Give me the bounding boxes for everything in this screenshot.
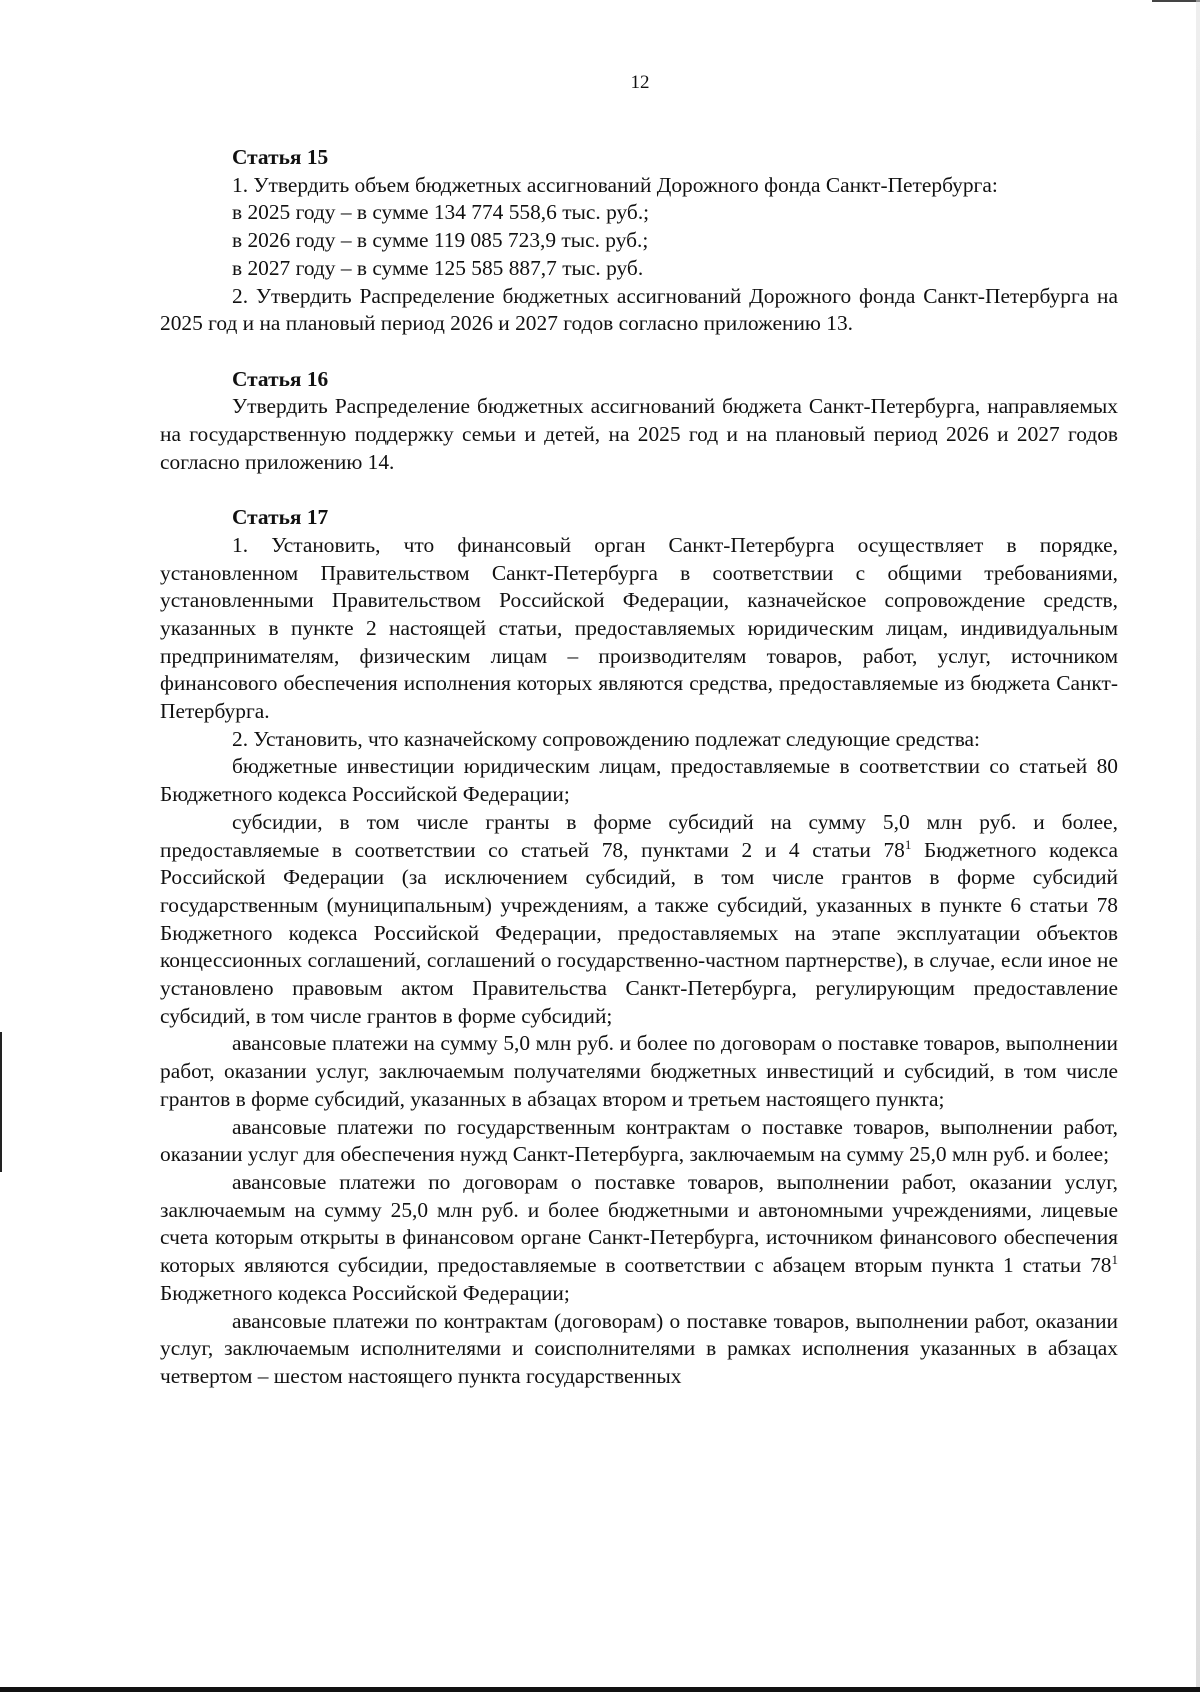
- article-16: [160, 366, 1118, 477]
- article-17: [160, 504, 1118, 1391]
- scan-edge-bottom: [0, 1687, 1200, 1692]
- article-15: [160, 144, 1118, 338]
- paragraph: 1. Установить, что финансовый орган Санкт-Петербурга осуществляет в порядке, установленном Правительством Санкт-Петербурга в соответствии с общими требованиями, установленными Правительством Российской Федерации, казначейское сопровождение средств, указанных в пункте 2 настоящей статьи, предоставляемых юридическим лицам, индивидуальным предпринимателям, физическим лицам – производителям товаров, работ, услуг, источником финансового обеспечения исполнения которых являются средства, предоставляемые из бюджета Санкт-Петербурга.: [160, 532, 1118, 724]
- paragraph: 2. Утвердить Распределение бюджетных ассигнований Дорожного фонда Санкт-Петербурга на 2025 год и на плановый период 2026 и 2027 годов согласно приложению 13.: [160, 283, 1118, 336]
- paragraph: бюджетные инвестиции юридическим лицам, предоставляемые в соответствии со статьей 80 Бюджетного кодекса Российской Федерации;: [160, 754, 1118, 807]
- document-body: [160, 144, 1118, 1418]
- superscript: 1: [1111, 1251, 1118, 1267]
- text-run: Бюджетного кодекса Российской Федерации;: [160, 1280, 570, 1305]
- scan-edge-left: [0, 1032, 2, 1172]
- amount-line: в 2025 году – в сумме 134 774 558,6 тыс. руб.;: [232, 200, 650, 225]
- amount-line: в 2026 году – в сумме 119 085 723,9 тыс. руб.;: [232, 228, 649, 253]
- amount-line: в 2027 году – в сумме 125 585 887,7 тыс. руб.: [232, 255, 644, 280]
- paragraph: 1. Утвердить объем бюджетных ассигнований Дорожного фонда Санкт-Петербурга:: [232, 172, 998, 197]
- article-heading: Статья 16: [232, 366, 329, 391]
- scan-edge-top: [1152, 0, 1200, 2]
- paragraph: авансовые платежи по контрактам (договорам) о поставке товаров, выполнении работ, оказании услуг, заключаемым исполнителями и соисполнителями в рамках исполнения указанных в абзацах четвертом – шестом настоящего пункта государственных: [160, 1308, 1118, 1388]
- superscript: 1: [904, 836, 912, 852]
- page-number: 12: [630, 72, 650, 93]
- article-heading: Статья 17: [232, 505, 329, 530]
- scan-edge-right: [1196, 0, 1200, 1692]
- article-heading: Статья 15: [232, 145, 329, 169]
- text-run: субсидии, в том числе гранты в форме субсидий на сумму 5,0 млн руб. и более, предоставляемые в соответствии со статьей 78, пунктами 2 и 4 статьи 78: [160, 809, 1118, 862]
- paragraph: авансовые платежи по государственным контрактам о поставке товаров, выполнении работ, оказании услуг для обеспечения нужд Санкт-Петербурга, заключаемым на сумму 25,0 млн руб. и более;: [160, 1114, 1118, 1167]
- text-run: авансовые платежи по договорам о поставке товаров, выполнении работ, оказании услуг, заключаемым на сумму 25,0 млн руб. и более бюджетными и автономными учреждениями, лицевые счета которым открыты в финансовом органе Санкт-Петербурга, источником финансового обеспечения которых являются субсидии, предоставляемые в соответствии с абзацем вторым пункта 1 статьи 78: [160, 1169, 1118, 1278]
- paragraph: [160, 1169, 1118, 1308]
- paragraph: авансовые платежи на сумму 5,0 млн руб. и более по договорам о поставке товаров, выполнении работ, оказании услуг, заключаемым получателями бюджетных инвестиций и субсидий, в том числе грантов в форме субсидий, указанных в абзацах втором и третьем настоящего пункта;: [160, 1031, 1118, 1111]
- text-run: Бюджетного кодекса Российской Федерации (за исключением субсидий, в том числе грантов в форме субсидий государственным (муниципальным) учреждениям, а также субсидий, указанных в пункте 6 статьи 78 Бюджетного кодекса Российской Федерации, предоставляемых на этапе эксплуатации объектов концессионных соглашений, соглашений о государственно-частном партнерстве), в случае, если иное не установлено правовым актом Правительства Санкт-Петербурга, регулирующим предоставление субсидий, в том числе грантов в форме субсидий;: [160, 837, 1118, 1028]
- paragraph: Утвердить Распределение бюджетных ассигнований бюджета Санкт-Петербурга, направляемых на государственную поддержку семьи и детей, на 2025 год и на плановый период 2026 и 2027 годов согласно приложению 14.: [160, 394, 1118, 474]
- paragraph: 2. Установить, что казначейскому сопровождению подлежат следующие средства:: [232, 726, 980, 751]
- paragraph: [160, 809, 1118, 1031]
